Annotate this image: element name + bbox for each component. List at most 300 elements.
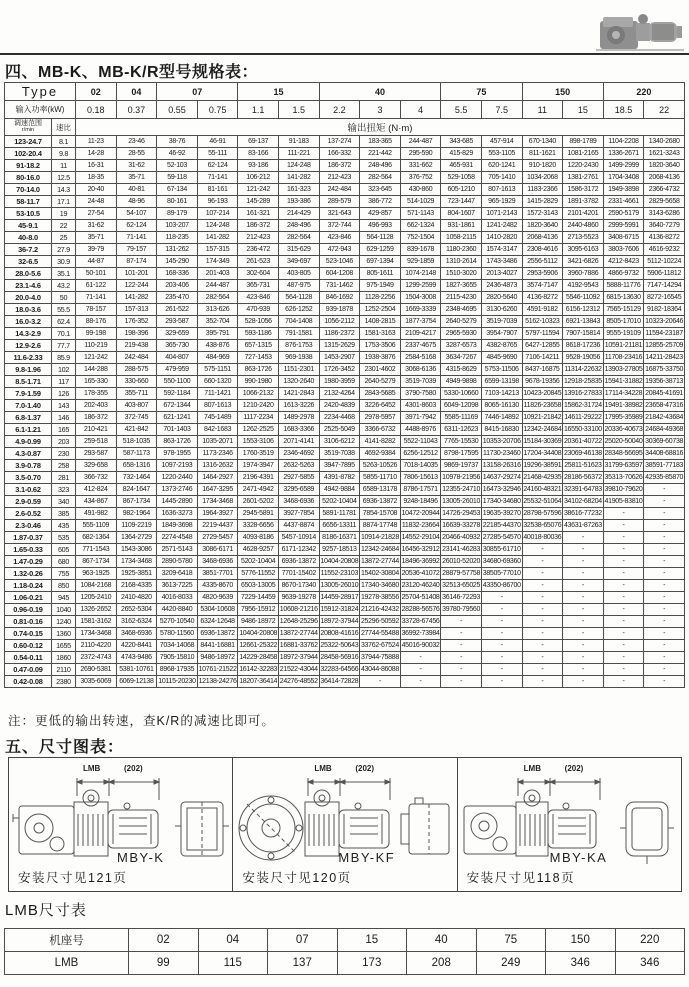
torque-cell: 3634-7267 [441,352,482,364]
torque-cell: 20466-40932 [441,532,482,544]
torque-cell: 9248-18496 [400,496,441,508]
torque-cell: 863-1726 [157,436,198,448]
torque-cell: 10353-20706 [481,436,522,448]
speed-range-cell: 11.6-2.33 [5,352,52,364]
torque-cell: 78-157 [76,304,117,316]
torque-cell: 7106-14211 [522,352,563,364]
torque-cell: 1180-2360 [441,244,482,256]
torque-cell: 3035-6069 [76,676,117,688]
torque-cell: 4488-8976 [400,424,441,436]
torque-cell: 17340-34680 [481,496,522,508]
torque-cell: 1891-3782 [563,196,604,208]
torque-cell: 660-1320 [197,376,238,388]
frame-size-cell: 07 [268,929,338,952]
torque-cell: - [563,580,604,592]
torque-cell: 2274-4548 [157,532,198,544]
torque-cell: 701-1403 [157,424,198,436]
torque-cell: 4016-8033 [157,592,198,604]
power-header-row [5,101,685,119]
torque-cell: 6171-12342 [278,544,319,556]
torque-cell: 723-1447 [441,196,482,208]
torque-cell: 110-219 [76,340,117,352]
torque-cell: 349-697 [278,256,319,268]
torque-cell: 19491-38982 [603,400,644,412]
torque-cell: 71-141 [116,232,157,244]
torque-cell: 5381-10761 [116,664,157,676]
torque-cell: 5522-11043 [400,436,441,448]
ratio-cell: 385 [52,508,76,520]
torque-cell: 11-23 [76,136,117,148]
torque-cell: 3106-6212 [319,436,360,448]
torque-cell: 9528-19056 [563,352,604,364]
ratio-cell: 17.1 [52,196,76,208]
torque-cell: 6936-13872 [360,496,401,508]
frame-size-cell: 75 [476,929,546,952]
torque-cell: 3851-7701 [197,568,238,580]
ratio-cell: 605 [52,544,76,556]
torque-cell: 59-118 [157,172,198,184]
torque-cell: - [644,484,685,496]
torque-cell: 434-867 [76,496,117,508]
torque-cell: 3095-6163 [563,244,604,256]
diagram-panel-mby-k [9,758,233,891]
torque-cell: - [563,616,604,628]
torque-cell: - [400,652,441,664]
torque-cell: 965-1929 [481,196,522,208]
torque-cell: 472-943 [319,244,360,256]
ratio-cell: 55.5 [52,304,76,316]
torque-cell: 38616-77232 [563,508,604,520]
torque-cell: 42935-85870 [644,472,685,484]
torque-cell: 4437-8874 [278,520,319,532]
torque-cell: 6156-12312 [563,304,604,316]
torque-cell: 10115-20230 [157,676,198,688]
power-value: 2.2 [319,101,360,119]
torque-cell: 395-791 [197,328,238,340]
torque-cell: 6256-12512 [400,448,441,460]
torque-cell: - [563,676,604,688]
torque-cell: 17995-35989 [603,412,644,424]
ratio-cell: 203 [52,436,76,448]
model-label: MBY-K [117,850,165,865]
spec-row [5,172,685,184]
torque-cell: 7956-15912 [238,604,279,616]
ratio-cell: 850 [52,580,76,592]
torque-cell: - [644,496,685,508]
torque-cell: 2640-5279 [360,376,401,388]
torque-cell: 705-1410 [481,172,522,184]
torque-cell: 7765-15530 [441,436,482,448]
torque-cell: 1499-2999 [603,160,644,172]
torque-cell: 214-429 [278,208,319,220]
torque-cell: 124-248 [197,220,238,232]
spec-row [5,208,685,220]
torque-cell: 1128-2256 [360,292,401,304]
spec-row [5,376,685,388]
torque-cell: 1489-2978 [278,412,319,424]
torque-cell: 807-1613 [481,184,522,196]
torque-cell: 2632-5263 [278,460,319,472]
torque-cell: 137-274 [319,136,360,148]
torque-cell: - [603,640,644,652]
torque-cell: 48-96 [116,196,157,208]
spec-row [5,604,685,616]
torque-cell: - [644,544,685,556]
torque-cell: 131-262 [157,244,198,256]
torque-cell: 657-1315 [238,340,279,352]
torque-cell: - [603,604,644,616]
torque-cell: 9678-19356 [522,376,563,388]
torque-cell: - [563,556,604,568]
diagram-panel-mby-ka [458,758,681,891]
torque-cell: 24684-49368 [644,424,685,436]
torque-cell: 2308-4616 [522,244,563,256]
speed-range-cell: 6.8-1.37 [5,412,52,424]
torque-cell: 975-1949 [360,280,401,292]
spec-row [5,664,685,676]
torque-cell: - [644,520,685,532]
torque-cell: 1316-2632 [197,460,238,472]
spec-row [5,220,685,232]
torque-cell: 2013-4027 [481,268,522,280]
torque-cell: 5906-11812 [644,268,685,280]
torque-cell: 605-1210 [441,184,482,196]
torque-cell: 518-1035 [116,436,157,448]
torque-cell: - [603,664,644,676]
note-text: 注：更低的输出转速，查K/R的减速比即可。 [8,714,275,728]
torque-cell: 23069-46138 [563,448,604,460]
torque-cell: 1035-2071 [197,436,238,448]
torque-cell: 121-242 [76,352,117,364]
torque-cell: 7701-15402 [278,568,319,580]
torque-cell: 91-183 [278,136,319,148]
torque-cell: 23141-46283 [441,544,482,556]
ratio-cell: 2380 [52,676,76,688]
torque-cell: 16550-33100 [563,424,604,436]
torque-cell: 1310-2614 [441,256,482,268]
torque-cell: 7854-15708 [360,508,401,520]
torque-cell: 7905-15810 [157,652,198,664]
torque-cell: 61-122 [76,280,117,292]
spec-row [5,292,685,304]
type-group-04: 04 [116,83,157,101]
torque-cell: 593-1186 [238,328,279,340]
spec-row [5,412,685,424]
torque-cell: 575-1151 [197,364,238,376]
speed-range-cell: 12.9-2.6 [5,340,52,352]
ratio-cell: 143 [52,400,76,412]
torque-cell: 3468-6936 [197,556,238,568]
torque-cell: 25322-50643 [319,640,360,652]
lmb-label: LMB [5,952,129,975]
header-rule [0,53,689,55]
torque-cell: 244-487 [400,136,441,148]
torque-cell: 5546-11092 [563,292,604,304]
torque-cell: 38591-77183 [644,460,685,472]
torque-cell: 41905-83810 [603,496,644,508]
spec-row [5,508,685,520]
torque-cell: 3421-6826 [563,256,604,268]
torque-cell: 1034-2068 [522,172,563,184]
torque-cell: 89-179 [157,208,198,220]
torque-cell: 10404-20808 [319,556,360,568]
torque-cell: 3468-6936 [278,496,319,508]
torque-cell: 15402-30804 [360,568,401,580]
torque-cell: 15912-31824 [319,604,360,616]
torque-cell: 30369-60738 [644,436,685,448]
torque-cell: 28186-56372 [563,472,604,484]
torque-cell: - [481,640,522,652]
torque-cell: 28348-56695 [603,448,644,460]
ratio-cell: 85.9 [52,352,76,364]
torque-cell: 25296-50592 [360,616,401,628]
torque-cell: 5112-10224 [644,256,685,268]
torque-cell: 144-288 [76,364,117,376]
torque-cell: 386-772 [360,196,401,208]
ratio-cell: 12.5 [52,172,76,184]
torque-cell: - [644,616,685,628]
torque-cell: 3226-6452 [360,400,401,412]
torque-cell: - [563,628,604,640]
torque-cell: 235-470 [157,292,198,304]
torque-cell: 141-282 [278,172,319,184]
speed-range-cell: 53-10.5 [5,208,52,220]
torque-cell: 33762-67524 [360,640,401,652]
diagram-panel-mby-kf [233,758,457,891]
torque-cell: 372-745 [116,412,157,424]
gearmotor-photo [594,7,686,54]
torque-cell: 491-982 [76,508,117,520]
lmb-value-cell: 208 [407,952,477,975]
ratio-cell: 340 [52,496,76,508]
torque-cell: 13916-27833 [563,388,604,400]
torque-cell: - [563,544,604,556]
speed-range-cell: 2.6-0.52 [5,508,52,520]
torque-cell: 846-1692 [319,292,360,304]
ratio-cell: 9.8 [52,148,76,160]
torque-cell: 839-1678 [400,244,441,256]
torque-cell: - [644,556,685,568]
torque-cell: 5304-10608 [197,604,238,616]
torque-cell: 9639-19278 [278,592,319,604]
speed-range-cell: 6.1-1.21 [5,424,52,436]
torque-cell: 15184-30369 [522,436,563,448]
torque-cell: 203-406 [157,280,198,292]
torque-cell: 4315-8629 [441,364,482,376]
torque-cell: 1117-2234 [238,412,279,424]
torque-cell: 2115-4230 [441,292,482,304]
lmb-value-cell: 346 [546,952,616,975]
torque-cell: 555-1109 [76,520,117,532]
torque-cell: 40-81 [116,184,157,196]
torque-cell: 10591-21181 [603,340,644,352]
torque-cell: 43631-87263 [563,520,604,532]
torque-cell: 141-282 [116,292,157,304]
torque-cell: 3209-6418 [157,568,198,580]
torque-cell: 178-355 [76,388,117,400]
torque-cell: 423-846 [238,292,279,304]
torque-cell: 21842-43684 [644,412,685,424]
speed-range-cell: 1.47-0.29 [5,556,52,568]
spec-row [5,136,685,148]
torque-cell: 9555-19109 [603,328,644,340]
speed-range-cell: 58-11.7 [5,196,52,208]
torque-cell: 366-732 [76,472,117,484]
torque-cell: 88-176 [76,316,117,328]
torque-cell: 4141-8282 [360,436,401,448]
torque-cell: 1421-2843 [278,388,319,400]
lmb-value-cell: 346 [615,952,685,975]
torque-cell: 4591-9182 [522,304,563,316]
torque-cell: 807-1613 [197,400,238,412]
ratio-cell: 1655 [52,640,76,652]
torque-cell: 40018-80036 [522,532,563,544]
torque-cell: 12342-24684 [522,424,563,436]
torque-cell: 352-704 [197,316,238,328]
torque-cell: 745-1489 [197,412,238,424]
torque-cell: 28288-56576 [400,604,441,616]
torque-cell: 236-472 [238,244,279,256]
spec-table-body [5,136,685,688]
torque-cell: 412-824 [76,484,117,496]
torque-cell: 2234-4468 [319,412,360,424]
torque-cell: 1104-2208 [603,136,644,148]
torque-cell: 32538-65076 [522,520,563,532]
torque-cell: 43044-86088 [360,664,401,676]
speed-range-label [5,119,52,136]
dim-label-lmb: LMB [83,764,101,773]
torque-cell: 157-313 [116,304,157,316]
torque-cell: 4692-9384 [360,448,401,460]
speed-range-cell: 1.32-0.26 [5,568,52,580]
torque-cell: 67-134 [157,184,198,196]
torque-cell: 1410-2820 [481,232,522,244]
spec-row [5,592,685,604]
torque-cell: 39780-79560 [441,604,482,616]
torque-cell: 293-587 [76,448,117,460]
torque-cell: 124-248 [278,160,319,172]
torque-cell: 37944-75888 [360,652,401,664]
torque-cell: 1340-2680 [644,136,685,148]
lmb-value-cell: 99 [129,952,199,975]
torque-cell: 438-876 [197,340,238,352]
torque-cell: 805-1611 [360,268,401,280]
torque-cell: 14459-28917 [319,592,360,604]
lmb-value-cell: 115 [198,952,268,975]
torque-cell: 3468-6936 [116,628,157,640]
torque-cell: 11314-22632 [563,364,604,376]
torque-cell: 39-79 [76,244,117,256]
torque-cell: 35-71 [116,172,157,184]
ratio-cell: 43.2 [52,280,76,292]
torque-cell: 157-315 [197,244,238,256]
spec-row [5,316,685,328]
spec-row [5,148,685,160]
torque-cell: 1683-3366 [278,424,319,436]
torque-cell: - [644,508,685,520]
torque-cell: 771-1543 [76,544,117,556]
spec-row [5,628,685,640]
torque-cell: 4420-8840 [157,604,198,616]
input-power-label: 输入功率(kW) [5,101,76,119]
torque-cell: 8186-16371 [319,532,360,544]
ratio-cell: 102 [52,364,76,376]
torque-cell: 2652-5304 [116,604,157,616]
torque-cell: 52-103 [157,160,198,172]
torque-cell: 626-1252 [278,304,319,316]
torque-cell: 7018-14035 [400,460,441,472]
ratio-label: 速比 [52,119,76,136]
torque-cell: 32391-64783 [563,484,604,496]
torque-cell: 14-28 [76,148,117,160]
torque-cell: 867-1734 [76,556,117,568]
torque-cell: - [644,592,685,604]
speed-range-cell: 123-24.7 [5,136,52,148]
torque-cell: 1636-3273 [157,508,198,520]
torque-cell: 329-658 [76,460,117,472]
torque-cell: 83-166 [238,148,279,160]
lmb-value-row [5,952,685,975]
torque-cell: 3408-6715 [603,232,644,244]
torque-cell: 244-487 [197,280,238,292]
power-value: 15 [563,101,604,119]
torque-cell: 28879-57758 [441,568,482,580]
torque-cell: 2109-4217 [400,328,441,340]
torque-cell: 529-1058 [441,172,482,184]
torque-cell: 145-290 [157,256,198,268]
torque-cell: 620-1241 [481,160,522,172]
install-note: 安装尺寸见121页 [18,871,128,885]
spec-row [5,388,685,400]
ratio-cell: 27.9 [52,244,76,256]
torque-cell: 2584-5168 [400,352,441,364]
speed-range-cell: 8.5-1.71 [5,376,52,388]
torque-cell: 3574-7147 [522,280,563,292]
spec-row [5,340,685,352]
torque-cell: 6599-13198 [481,376,522,388]
speed-range-cell: 1.65-0.33 [5,544,52,556]
type-group-07: 07 [157,83,238,101]
torque-cell: 13005-26010 [319,580,360,592]
torque-cell: 8874-17748 [360,520,401,532]
torque-cell: 1056-2112 [319,316,360,328]
spec-row [5,268,685,280]
torque-cell: 331-662 [400,160,441,172]
torque-cell: 13872-27744 [278,628,319,640]
torque-cell: 523-1046 [319,256,360,268]
torque-cell: 1241-2482 [481,220,522,232]
ratio-cell: 25 [52,232,76,244]
torque-cell: 1071-2143 [481,208,522,220]
torque-cell: 7147-14294 [644,280,685,292]
torque-cell: 36414-72828 [319,676,360,688]
torque-cell: 1543-3086 [116,544,157,556]
torque-cell: 10323-20646 [644,316,685,328]
torque-cell: 1066-2132 [238,388,279,400]
torque-cell: 2410-4820 [116,592,157,604]
torque-cell: 421-842 [116,424,157,436]
spec-row [5,556,685,568]
spec-table [4,82,685,688]
torque-cell: 2690-5381 [76,664,117,676]
torque-cell: 25532-51064 [522,496,563,508]
torque-cell: 2590-5179 [603,208,644,220]
torque-cell: - [603,520,644,532]
torque-cell: 25020-50040 [603,436,644,448]
torque-cell: 31-62 [76,220,117,232]
spec-row [5,568,685,580]
torque-cell: 20845-41691 [644,388,685,400]
